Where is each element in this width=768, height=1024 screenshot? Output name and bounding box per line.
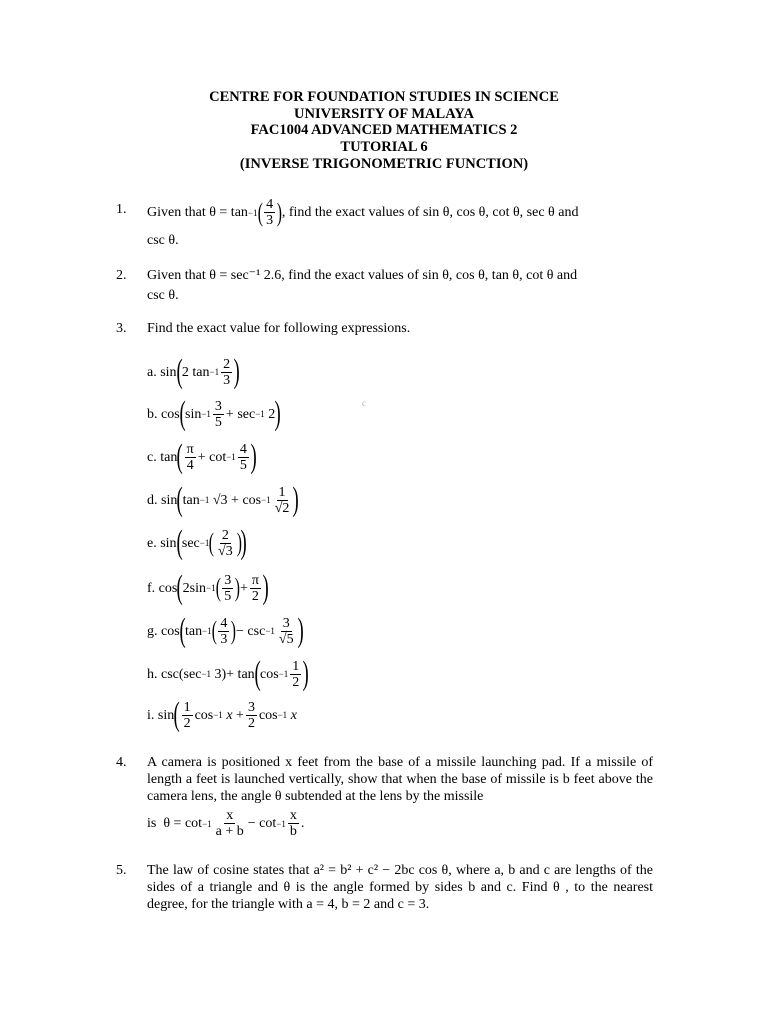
part-3e: e. sin ( sec −1 ( $\frac{2}{√3}$ ) ) [147,524,248,561]
paren-open: ( [215,573,221,602]
mid-expression: + [239,580,248,596]
inner-expression: 2sin [182,580,207,596]
inner-expression: sin [185,406,202,422]
question-text: Given that θ = tan −1 ( $\frac{4}{3}$ ) , find the exact values of sin θ, cos θ, cot θ, sec θ and [147,197,579,228]
q4-formula: is θ = cot −1 $\frac{x}{a + b}$ − cot −1 $\frac{x}{b}$ . [147,808,305,839]
paren-close: ) [233,353,240,390]
question-number: 5. [116,863,127,878]
paren-close: ) [302,655,310,692]
header-line-centre: CENTRE FOR FOUNDATION STUDIES IN SCIENCE [209,89,559,105]
q1-line2: csc θ. [147,233,179,248]
question-text: A camera is positioned x feet from the base of a missile launching pad. If a missile of length a feet is launched vertically, show that when the base of missile is b feet above the camera lens, the angle θ subtended at the lens by the missile [147,755,653,804]
function-name: cos [161,406,180,422]
fraction: $\frac{2}{3}$ [223,356,231,388]
h-text-2: 3)+ tan [214,666,255,682]
paren-open: ( [173,696,181,733]
part-label: b. [147,406,158,422]
fraction: $\frac{3}{√5}$ [278,615,294,647]
part-3c: c. tan ( $\frac{\pi}{4}$ + cot −1 $\frac{4}{5}$ ) [147,438,257,475]
fraction: $\frac{\pi}{4}$ [186,441,194,473]
inner-expression: tan [182,492,200,508]
inner-expression: cos [260,666,279,682]
paren-close: ) [276,197,283,227]
paren-close: ) [297,612,304,649]
paren-close: ) [240,524,248,561]
part-label: h. [147,666,158,682]
function-name: cos [161,623,180,639]
inner-expression: sec [181,535,200,551]
function-name: tan [160,449,178,465]
question-text: The law of cosine states that a² = b² + c² − 2bc cos θ, where a, b and c are lengths of the sides of a triangle and θ is the angle formed by sides b and c. Find θ , to the nearest degree, for the triangle with a = 4, b = 2 and c = 3. [147,863,653,912]
fraction: $\frac{4}{3}$ [220,615,228,647]
header-line-course: FAC1004 ADVANCED MATHEMATICS 2 [250,122,518,139]
paren-close: ) [292,481,300,518]
part-label: a. [147,364,157,380]
variable: x [290,707,297,723]
paren-close: ) [262,569,269,606]
paren-open: ( [179,395,186,432]
fraction: $\frac{x}{a + b}$ [215,808,244,839]
paren-close: ) [236,528,242,557]
fraction: $\frac{1}{√2}$ [274,484,290,516]
paren-open: ( [254,655,261,692]
function-name: sin [157,707,175,723]
paren-open: ( [176,353,183,390]
tail-expression: + sec [225,406,256,422]
paren-close: ) [235,573,241,602]
paren-open: ( [176,524,183,561]
q2-line2: csc θ. [147,288,179,303]
part-label: c. [147,449,157,465]
paren-open: ( [257,197,263,227]
part-3d: d. sin ( tan −1 √3 + cos −1 $\frac{1}{√2}$ ) [147,481,300,518]
fraction: $\frac{x}{b}$ [289,808,297,839]
part-label: e. [147,535,157,551]
part-3b: b. cos ( sin −1 $\frac{3}{5}$ + sec −1 2 ) [147,395,282,432]
q4-mid: − cot [247,816,277,831]
paren-open: ( [211,616,217,645]
fraction: $\frac{4}{5}$ [239,441,247,473]
q4-is: is [147,816,157,831]
part-label: d. [147,492,158,508]
paren-open: ( [176,438,184,475]
part-3a: a. sin ( 2 tan −1 $\frac{2}{3}$ ) [147,353,240,390]
part-label: f. [147,580,156,596]
part-label: g. [147,623,158,639]
mid-expression: cos [258,707,278,723]
fraction: $\frac{1}{2}$ [292,658,300,690]
function-name: sin [161,492,178,508]
paren-open: ( [179,612,186,649]
q1-text-before: Given that θ = tan [147,205,248,220]
inner-expression: tan [185,623,203,639]
fraction: $\frac{3}{5}$ [224,572,232,604]
h-text-1: csc(sec [161,666,202,682]
function-name: sin [160,364,177,380]
fraction: $\frac{\pi}{2}$ [251,572,259,604]
question-number: 4. [116,755,127,770]
fraction: $\frac{3}{2}$ [247,699,255,731]
part-3f: f. cos ( 2sin −1 ( $\frac{3}{5}$ ) + $\frac{\pi}{2}$ ) [147,569,269,606]
question-text: Find the exact value for following expressions. [147,321,411,336]
function-name: cos [158,580,178,596]
part-3h: h. csc(sec −1 3)+ tan ( cos −1 $\frac{1}{2}$ ) [147,655,310,692]
q1-fraction: $\frac{4}{3}$ [266,197,274,228]
paren-close: ) [231,616,237,645]
mid-expression: + cot [197,449,227,465]
part-3g: g. cos ( tan −1 ( $\frac{4}{3}$ ) − csc −1 $\frac{3}{√5}$ ) [147,612,304,649]
question-number: 1. [116,202,127,217]
question-text: Given that θ = sec⁻¹ 2.6, find the exact values of sin θ, cos θ, tan θ, cot θ and [147,268,578,283]
function-name: sin [160,535,177,551]
q1-text-after: , find the exact values of sin θ, cos θ, cot θ, sec θ and [281,205,579,220]
root-value: √3 [212,492,228,508]
fraction: $\frac{2}{√3}$ [218,527,233,559]
mid-expression: cos [194,707,214,723]
tail-value: 2 [268,406,276,422]
stray-mark: c [362,398,366,408]
variable: x [226,707,233,723]
plus-sign: + [236,707,244,723]
header-line-university: UNIVERSITY OF MALAYA [294,105,474,122]
fraction: $\frac{3}{5}$ [214,398,222,430]
inner-expression: 2 tan [181,364,210,380]
mid-expression: − csc [236,623,266,639]
paren-close: ) [250,438,257,475]
q4-lhs: θ = cot [163,816,203,831]
paren-open: ( [176,481,184,518]
paren-open: ( [176,569,184,606]
q4-end: . [300,816,305,831]
question-number: 3. [116,321,127,336]
mid-expression: + cos [231,492,262,508]
document-header [0,89,768,173]
header-line-tutorial: TUTORIAL 6 [340,139,428,156]
fraction: $\frac{1}{2}$ [183,699,191,731]
paren-close: ) [274,395,282,432]
part-3i: i. sin ( $\frac{1}{2}$ cos −1 x + $\frac{3}{2}$ cos −1 x [147,696,297,733]
part-label: i. [147,707,155,723]
header-line-topic: (INVERSE TRIGONOMETRIC FUNCTION) [239,155,529,172]
question-number: 2. [116,268,127,283]
paren-open: ( [209,528,215,557]
